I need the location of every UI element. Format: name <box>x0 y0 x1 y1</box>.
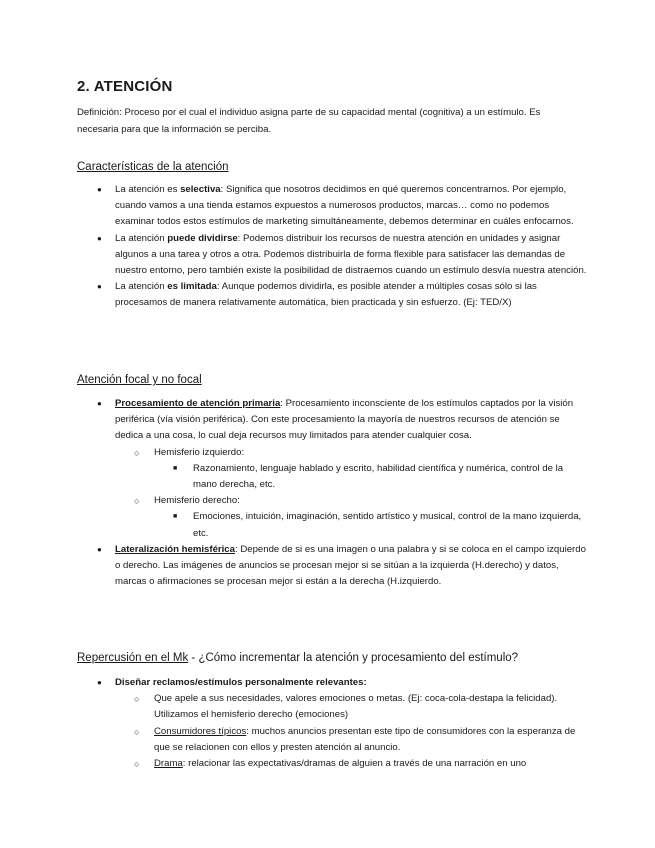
list-item: ■ Emociones, intuición, imaginación, sentido artístico y musical, control de la mano izquierda, etc. <box>173 511 582 539</box>
bullet-icon: ● <box>97 185 102 194</box>
marketing-list <box>77 675 587 772</box>
circle-bullet-icon: ○ <box>134 759 140 770</box>
square-bullet-icon: ■ <box>173 464 178 472</box>
bullet-icon: ● <box>97 678 102 687</box>
list-item: ● La atención es selectiva: Significa que nosotros decidimos en qué queremos concentrarnos. Por ejemplo, cuando vamos a una tienda estamos expuestos a numerosos productos, marcas… como no podemos examinar todos estos estímulos de marketing simultáneamente, debemos determinar en cuáles enfocarnos. <box>97 184 574 228</box>
list-item: ● Procesamiento de atención primaria: Procesamiento inconsciente de los estímulos captados por la visión periférica (vía visión periférica). Con este procesamiento la mayoría de nuestros recursos de atención se dedica a una cosa, lo cual deja recursos muy limitados para atender cualquier cosa. <box>97 398 574 442</box>
characteristics-heading: Características de la atención <box>77 161 229 173</box>
list-item: ○ Drama: relacionar las expectativas/dramas de alguien a través de una narración en uno <box>77 756 587 772</box>
focal-attention-heading: Atención focal y no focal <box>77 374 202 386</box>
list-item: ○ Que apele a sus necesidades, valores emociones o metas. (Ej: coca-cola-destapa la felicidad). Utilizamos el hemisferio derecho (emociones) <box>134 693 558 721</box>
section-title: 2. ATENCIÓN <box>77 78 173 95</box>
bullet-icon: ● <box>97 399 102 408</box>
marketing-heading: Repercusión en el Mk - ¿Cómo incrementar la atención y procesamiento del estímulo? <box>77 652 519 664</box>
list-item: ● La atención es limitada: Aunque podemos dividirla, es posible atender a múltiples cosas sólo si las procesamos de manera relativamente automática, bien practicada y sin esfuerzo. (Ej: TED/X) <box>97 281 537 309</box>
circle-bullet-icon: ○ <box>134 694 140 705</box>
bullet-icon: ● <box>97 233 102 243</box>
list-item: ○ Hemisferio derecho: <box>77 493 587 509</box>
list-item: ● La atención puede dividirse: Podemos distribuir los recursos de nuestra atención en unidades y asignar algunos a una tarea y otros a otra. Podemos distribuirla de forma flexible para satisfacer las demandas de nuestro entorno, pero también existe la posibilidad de distraernos cuando un estímulo desvía nuestra atención. <box>97 232 587 277</box>
bullet-icon: ● <box>97 282 102 292</box>
circle-bullet-icon: ○ <box>134 726 140 737</box>
circle-bullet-icon: ○ <box>134 447 140 458</box>
bullet-icon: ● <box>97 544 102 554</box>
focal-attention-list <box>77 396 587 590</box>
list-item: ● Lateralización hemisférica: Depende de si es una imagen o una palabra y si se coloca en el campo izquierdo o derecho. Las imágenes de anuncios se procesan mejor si se sitúan a la izquierda (H.derecho) y datos, marcas o afirmaciones se procesan mejor si están a la derecha (H.izquierdo. <box>97 543 586 588</box>
circle-bullet-icon: ○ <box>134 496 140 507</box>
definition-paragraph: Definición: Proceso por el cual el individuo asigna parte de su capacidad mental (cognitiva) a un estímulo. Es necesaria para que la información se perciba. <box>77 107 541 135</box>
list-item: ○ Hemisferio izquierdo: <box>77 445 587 461</box>
list-item: ○ Consumidores típicos: muchos anuncios presentan este tipo de consumidores con la esperanza de que se relacionen con ellos y presten atención al anuncio. <box>134 725 576 753</box>
square-bullet-icon: ■ <box>173 513 178 521</box>
characteristics-list <box>77 182 587 312</box>
list-item: ■ Razonamiento, lenguaje hablado y escrito, habilidad científica y numérica, control de la mano derecha, etc. <box>173 462 564 491</box>
list-item: ● Diseñar reclamos/estímulos personalmente relevantes: <box>77 675 587 691</box>
